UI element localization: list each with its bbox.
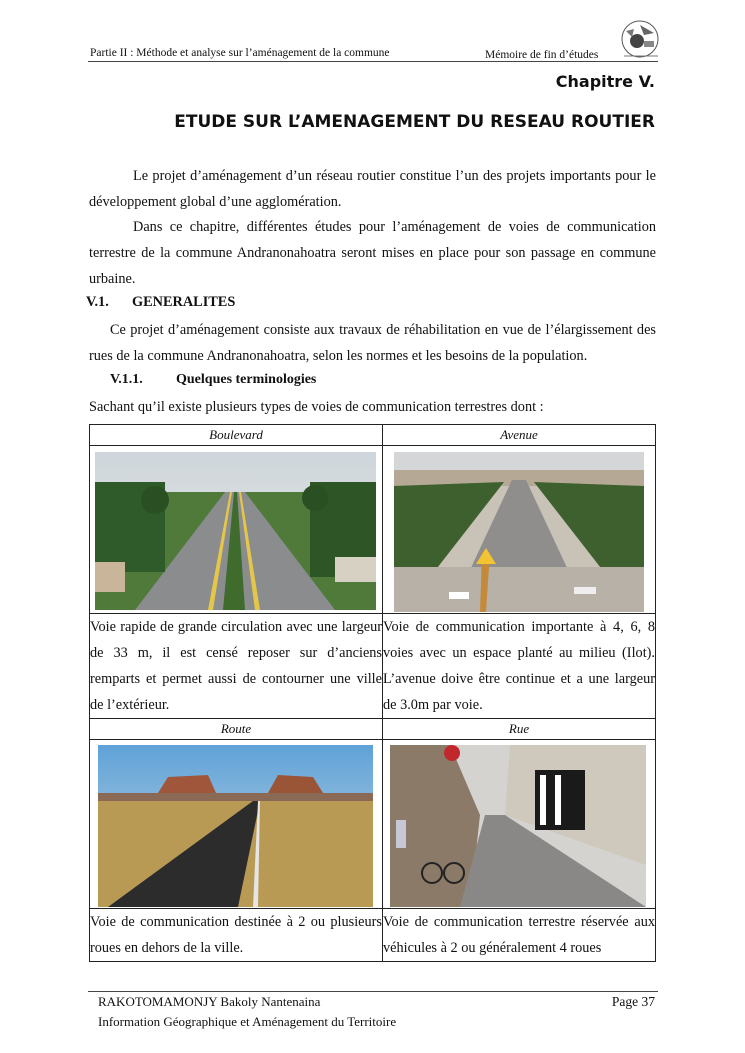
boulevard-description: Voie rapide de grande circulation avec une largeur de 33 m, il est censé reposer sur d’anciens remparts et permet aussi de contourner une ville de l’extérieur. bbox=[90, 614, 383, 719]
paragraph: Dans ce chapitre, différentes études pour l’aménagement de voies de communication terrestre de la commune Andranonahoatra seront mises en place pour son passage en commune urbaine. bbox=[89, 219, 656, 287]
route-description: Voie de communication destinée à 2 ou plusieurs roues en dehors de la ville. bbox=[90, 909, 383, 962]
section-number: V.1. bbox=[86, 294, 109, 310]
paragraph: Ce projet d’aménagement consiste aux travaux de réhabilitation en vue de l’élargissement des rues de la commune Andranonahoatra, selon les normes et les besoins de la population. bbox=[89, 322, 656, 364]
boulevard-photo-cell bbox=[90, 446, 383, 614]
section-label: GENERALITES bbox=[132, 294, 236, 310]
subsection-label: Quelques terminologies bbox=[176, 372, 317, 387]
running-header-right: Mémoire de fin d’études bbox=[485, 49, 599, 61]
running-header-left: Partie II : Méthode et analyse sur l’aménagement de la commune bbox=[90, 47, 390, 59]
subsection-heading bbox=[110, 372, 316, 388]
avenue-caption: Avenue bbox=[383, 425, 656, 446]
rue-photo bbox=[390, 745, 646, 907]
program-name: Information Géographique et Aménagement du Territoire bbox=[98, 1014, 397, 1029]
route-caption: Route bbox=[90, 719, 383, 740]
rue-description: Voie de communication terrestre réservée aux véhicules à 2 ou généralement 4 roues bbox=[383, 909, 656, 962]
header-rule bbox=[88, 61, 658, 62]
boulevard-caption: Boulevard bbox=[90, 425, 383, 446]
avenue-photo bbox=[394, 452, 644, 612]
road-types-table bbox=[89, 424, 656, 962]
chapter-label: Chapitre V. bbox=[555, 72, 655, 91]
subsection-number: V.1.1. bbox=[110, 372, 143, 387]
section-heading bbox=[86, 294, 235, 311]
rue-caption: Rue bbox=[383, 719, 656, 740]
rue-photo-cell bbox=[383, 740, 656, 909]
route-photo-cell bbox=[90, 740, 383, 909]
route-photo bbox=[98, 745, 373, 907]
avenue-description: Voie de communication importante à 4, 6, 8 voies avec un espace planté au milieu (Ilot). L’avenue doive être continue et a une largeur de 3.0m par voie. bbox=[383, 614, 656, 719]
university-logo-icon bbox=[618, 19, 662, 59]
table-intro: Sachant qu’il existe plusieurs types de voies de communication terrestres dont : bbox=[89, 399, 544, 415]
chapter-title: ETUDE SUR L’AMENAGEMENT DU RESEAU ROUTIER bbox=[174, 112, 655, 132]
footer-rule bbox=[88, 991, 658, 992]
page-number: Page 37 bbox=[611, 994, 655, 1009]
author-name: RAKOTOMAMONJY Bakoly Nantenaina bbox=[98, 994, 321, 1009]
paragraph: Le projet d’aménagement d’un réseau routier constitue l’un des projets importants pour le développement global d’une agglomération. bbox=[89, 168, 656, 210]
avenue-photo-cell bbox=[383, 446, 656, 614]
boulevard-photo bbox=[95, 452, 376, 610]
